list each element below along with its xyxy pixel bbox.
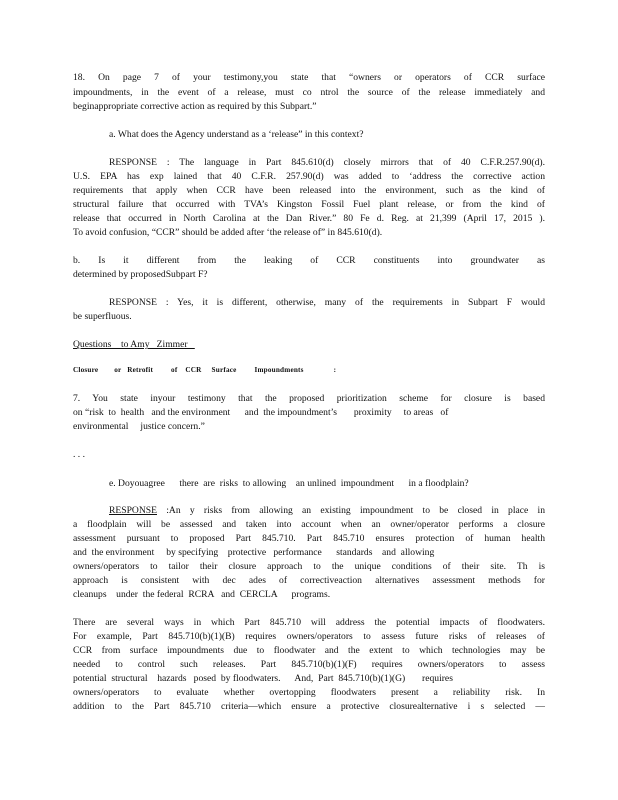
ellipsis: . . . (73, 449, 85, 460)
final-para-line-1: There are several ways in which Part 845.710 will address the potential impacts of floodwaters. (73, 617, 545, 628)
q7-e-response-2: a floodplain will be assessed and taken into account when an owner/operator performs a closure (73, 519, 545, 530)
q7-e-response-1 (109, 506, 545, 516)
final-para-line-7: addition to the Part 845.710 criteria—which ensure a protective closurealternative i s selected — (73, 701, 545, 712)
q7-e-response-4: and the environment by specifying protective performance standards and allowing (73, 547, 435, 558)
q7-e-response-5: owners/operators to tailor their closure approach to the unique conditions of their site. Th is (73, 561, 545, 572)
q7-e-response-3: assessment pursuant to proposed Part 845.710. Part 845.710 ensures protection of human health (73, 533, 545, 544)
q18-a-response-5: release that occurred in North Carolina at the Dan River.” 80 Fe d. Reg. at 21,399 (April 17, 2015 ). (73, 213, 545, 224)
q7-line-3: environmental justice concern.” (73, 421, 205, 432)
q18-b-question-2: determined by proposedSubpart F? (73, 269, 208, 280)
q7-line-1: 7. You state inyour testimony that the proposed prioritization scheme for closure is based (73, 393, 545, 404)
q18-a-response-6: To avoid confusion, “CCR” should be added after ‘the release of” in 845.610(d). (73, 227, 383, 238)
final-para-line-6: owners/operators to evaluate whether overtopping floodwaters present a reliability risk. In (73, 687, 545, 698)
final-para-line-2: For example, Part 845.710(b)(1)(B) requires owners/operators to assess future risks of releases of (73, 631, 545, 642)
section-subheading: Closure or Retrofit of CCR Surface Impoundments : (73, 366, 337, 374)
final-para-line-5: potential structural hazards posed by floodwaters. And, Part 845.710(b)(1)(G) requires (73, 673, 453, 684)
q18-a-response-2: U.S. EPA has exp lained that 40 C.F.R. 257.90(d) was added to ‘address the corrective action (73, 171, 545, 182)
q7-line-2: on “risk to health and the environment and the impoundment’s proximity to areas of (73, 407, 449, 418)
q18-b-response-2: be superfluous. (73, 311, 132, 322)
q7-e-response-7: cleanups under the federal RCRA and CERCLA programs. (73, 589, 331, 600)
q18-b-question-1: b. Is it different from the leaking of CCR constituents into groundwater as (73, 255, 545, 266)
response-first-line: :An y risks from allowing an existing impoundment to be closed in place in (156, 505, 545, 516)
q18-a-response-4: structural failure that occurred with TVA’s Kingston Fossil Fuel plant release, or from the kind of (73, 199, 545, 210)
q7-e-response-6: approach is consistent with dec ades of correctiveaction alternatives assessment methods for (73, 575, 545, 586)
section-heading: Questions to Amy Zimmer (73, 339, 195, 350)
final-para-line-4: needed to control such releases. Part 845.710(b)(1)(F) requires owners/operators to assess (73, 659, 545, 670)
q18-line-3: beginappropriate corrective action as required by this Subpart.” (73, 101, 317, 112)
q7-e-question: e. Doyouagree there are risks to allowing an unlined impoundment in a floodplain? (109, 478, 469, 489)
q18-b-response-1: RESPONSE : Yes, it is different, otherwise, many of the requirements in Subpart F would (109, 297, 545, 308)
response-label: RESPONSE (109, 505, 157, 516)
final-para-line-3: CCR from surface impoundments due to floodwater and the extent to which technologies may be (73, 645, 545, 656)
q18-line-2: impoundments, in the event of a release, must co ntrol the source of the release immediately and (73, 87, 545, 98)
q18-line-1: 18. On page 7 of your testimony,you state that “owners or operators of CCR surface (73, 72, 545, 83)
q18-a-question: a. What does the Agency understand as a ‘release” in this context? (109, 129, 364, 140)
q18-a-response-3: requirements that apply when CCR have been released into the environment, such as the kind of (73, 185, 545, 196)
q18-a-response-1: RESPONSE : The language in Part 845.610(d) closely mirrors that of 40 C.F.R.257.90(d). (109, 157, 545, 168)
